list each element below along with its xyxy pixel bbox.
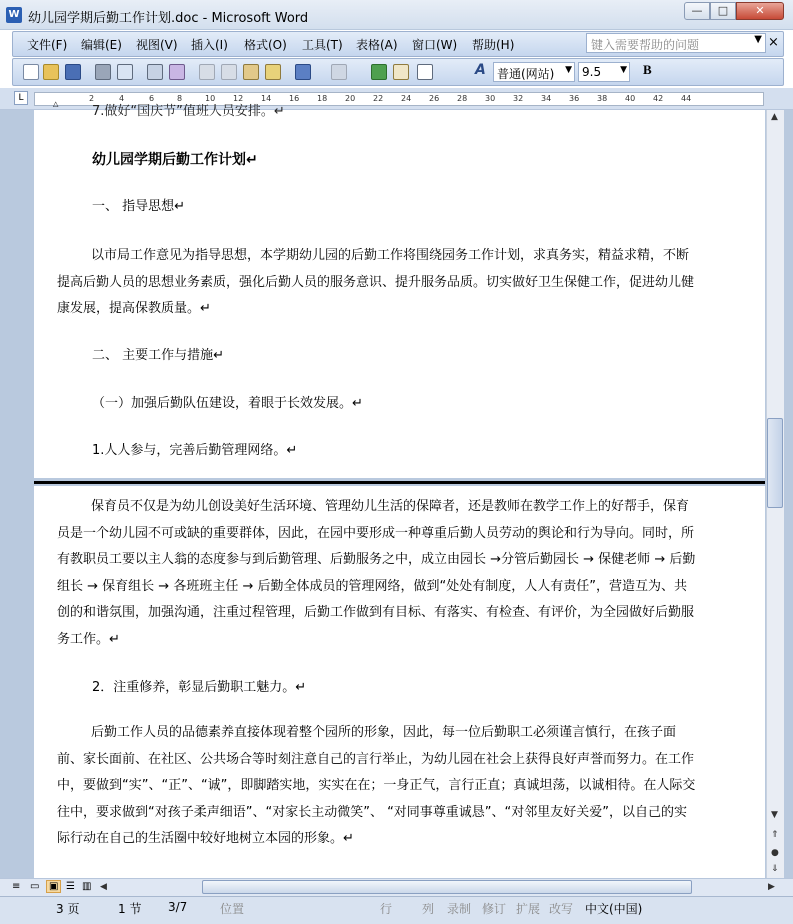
maximize-button[interactable]: □ (710, 2, 736, 20)
help-placeholder: 键入需要帮助的问题 (591, 38, 700, 52)
status-column: 列 (422, 902, 435, 916)
ruler-tick: 4 (119, 94, 125, 103)
paste-icon[interactable] (243, 64, 259, 80)
undo-icon[interactable] (295, 64, 311, 80)
page-break-line (34, 481, 765, 484)
ruler-tick: 6 (149, 94, 155, 103)
ruler-tick: 30 (485, 94, 496, 103)
menu-format[interactable]: 格式(O) (244, 38, 287, 52)
ruler-tick: 40 (625, 94, 636, 103)
minimize-button[interactable]: — (684, 2, 710, 20)
browse-object-icon[interactable]: ● (771, 848, 779, 858)
ruler-tick: 22 (373, 94, 384, 103)
ruler-tick: 18 (317, 94, 328, 103)
redo-icon[interactable] (331, 64, 347, 80)
menu-help[interactable]: 帮助(H) (472, 38, 515, 52)
menu-insert[interactable]: 插入(I) (191, 38, 228, 52)
menu-edit[interactable]: 编辑(E) (81, 38, 122, 52)
menu-table[interactable]: 表格(A) (356, 38, 398, 52)
hyperlink-icon[interactable] (371, 64, 387, 80)
chevron-down-icon[interactable]: ▼ (565, 65, 572, 75)
horizontal-scroll-thumb[interactable] (202, 880, 692, 894)
ruler-tick: 34 (541, 94, 552, 103)
window-title: 幼儿园学期后勤工作计划.doc - Microsoft Word (28, 11, 309, 26)
tables-borders-icon[interactable] (393, 64, 409, 80)
reading-layout-icon[interactable]: ▥ (82, 881, 92, 892)
print-layout-icon[interactable]: ▣ (46, 880, 61, 893)
tab-selector-icon[interactable]: L (14, 91, 28, 105)
cut-icon[interactable] (199, 64, 215, 80)
chevron-down-icon[interactable]: ▼ (754, 34, 762, 45)
styles-formatting-icon[interactable]: A (475, 62, 486, 78)
status-position: 位置 (220, 902, 245, 916)
menu-window[interactable]: 窗口(W) (412, 38, 458, 52)
scroll-down-icon[interactable]: ▼ (771, 810, 778, 820)
next-page-icon[interactable]: ⇓ (771, 864, 779, 874)
ruler-tick: 20 (345, 94, 356, 103)
close-button[interactable]: ✕ (736, 2, 784, 20)
format-painter-icon[interactable] (265, 64, 281, 80)
partial-text-line: 7.做好“国庆节”值班人员安排。↵ (92, 104, 285, 119)
status-page-count: 3/7 (168, 900, 188, 914)
word-app-icon[interactable]: W (6, 7, 22, 23)
print-icon[interactable] (95, 64, 111, 80)
ruler-tick: 24 (401, 94, 412, 103)
copy-icon[interactable] (221, 64, 237, 80)
menu-tools[interactable]: 工具(T) (302, 38, 343, 52)
vertical-scroll-thumb[interactable] (767, 418, 783, 508)
ruler-tick: 12 (233, 94, 244, 103)
new-document-icon[interactable] (23, 64, 39, 80)
ruler-tick: 10 (205, 94, 216, 103)
paragraph: 后勤工作人员的品德素养直接体现着整个园所的形象，因此，每一位后勤职工必须谨言慎行，在孩子面前、家长面前、在社区、公共场合等时刻注意自己的言行举止，为幼儿园在社会上获得良好声誉而努力。在工作中，要做到“实”、“正”、“诚”，即脚踏实地，实实在在；一身正气，言行正直；真诚坦荡，以诚相待。在人际交往中，要求做到“对孩子柔声细语”、“对家长主动微笑”、 “对同事尊重诚恳”、“对邻里友好关爱”，以自己的实际行动在自己的生活圈中较好地树立本园的形象。↵ (57, 725, 696, 846)
print-preview-icon[interactable] (117, 64, 133, 80)
status-bar (0, 896, 793, 924)
title-bar (0, 0, 793, 30)
subsection-heading: （一）加强后勤队伍建设，着眼于长效发展。↵ (92, 396, 363, 411)
open-folder-icon[interactable] (43, 64, 59, 80)
ruler-tick: 38 (597, 94, 608, 103)
scroll-right-icon[interactable]: ▶ (768, 882, 775, 892)
toolbar (12, 58, 784, 86)
section-heading: 二、 主要工作与措施↵ (92, 348, 225, 363)
status-ext[interactable]: 扩展 (516, 902, 541, 916)
ruler-tick: 42 (653, 94, 664, 103)
document-heading: 幼儿园学期后勤工作计划↵ (92, 152, 258, 168)
menu-file[interactable]: 文件(F) (27, 38, 68, 52)
status-trk[interactable]: 修订 (482, 902, 507, 916)
scroll-up-icon[interactable]: ▲ (771, 112, 778, 122)
status-language[interactable]: 中文(中国) (585, 902, 643, 916)
style-select[interactable] (493, 62, 575, 82)
document-close-button[interactable]: × (768, 35, 779, 50)
ruler-tick: 26 (429, 94, 440, 103)
ruler-tick: 36 (569, 94, 580, 103)
section-heading: 一、 指导思想↵ (92, 199, 186, 214)
ruler-tick: 28 (457, 94, 468, 103)
help-search-input[interactable] (586, 33, 766, 53)
font-size-value: 9.5 (582, 65, 602, 79)
menu-view[interactable]: 视图(V) (136, 38, 178, 52)
save-icon[interactable] (65, 64, 81, 80)
spelling-icon[interactable] (147, 64, 163, 80)
indent-marker-icon[interactable]: △ (53, 100, 59, 108)
normal-view-icon[interactable]: ≡ (12, 881, 21, 892)
paragraph: 保育员不仅是为幼儿创设美好生活环境、管理幼儿生活的保障者，还是教师在教学工作上的好帮手，保育员是一个幼儿园不可或缺的重要群体，因此，在园中要形成一种尊重后勤人员劳动的舆论和行为导向。同时，所有教职员工要以主人翁的态度参与到后勤管理、后勤服务之中，成立由园长 →分管后勤园长 → 保健老师 → 后勤组长 → 保育组长 → 各班班主任 → 后勤全体成员的管理网络，做到“处处有制度，人人有责任”，营造互为、共创的和谐氛围，加强沟通，注重过程管理，后勤工作做到有目标、有落实、有检查、有评价，为全园做好后勤服务工作。↵ (57, 499, 696, 647)
paragraph: 以市局工作意见为指导思想，本学期幼儿园的后勤工作将围绕园务工作计划，求真务实，精益求精，不断提高后勤人员的思想业务素质，强化后勤人员的服务意识、提升服务品质。切实做好卫生保健工作，促进幼儿健康发展，提高保教质量。↵ (57, 248, 695, 316)
status-section: 1 节 (118, 902, 142, 916)
status-line: 行 (380, 902, 393, 916)
chevron-down-icon[interactable]: ▼ (620, 65, 627, 75)
scroll-left-icon[interactable]: ◀ (100, 882, 107, 892)
ruler-tick: 8 (177, 94, 183, 103)
list-item: 2．注重修养，彰显后勤职工魅力。↵ (92, 680, 307, 695)
web-layout-icon[interactable]: ▭ (30, 881, 40, 892)
list-item: 1.人人参与，完善后勤管理网络。↵ (92, 443, 298, 458)
status-rec[interactable]: 录制 (447, 902, 472, 916)
status-page: 3 页 (56, 902, 80, 916)
bold-button[interactable]: B (643, 62, 652, 77)
style-value: 普通(网站) (497, 67, 555, 81)
previous-page-icon[interactable]: ⇑ (771, 830, 779, 840)
insert-table-icon[interactable] (417, 64, 433, 80)
font-size-select[interactable] (578, 62, 630, 82)
outline-view-icon[interactable]: ☰ (66, 881, 75, 892)
ruler-tick: 44 (681, 94, 692, 103)
status-ovr[interactable]: 改写 (549, 902, 574, 916)
ruler-tick: 32 (513, 94, 524, 103)
ruler-tick: 16 (289, 94, 300, 103)
research-icon[interactable] (169, 64, 185, 80)
ruler-tick: 2 (89, 94, 95, 103)
ruler-tick: 14 (261, 94, 272, 103)
